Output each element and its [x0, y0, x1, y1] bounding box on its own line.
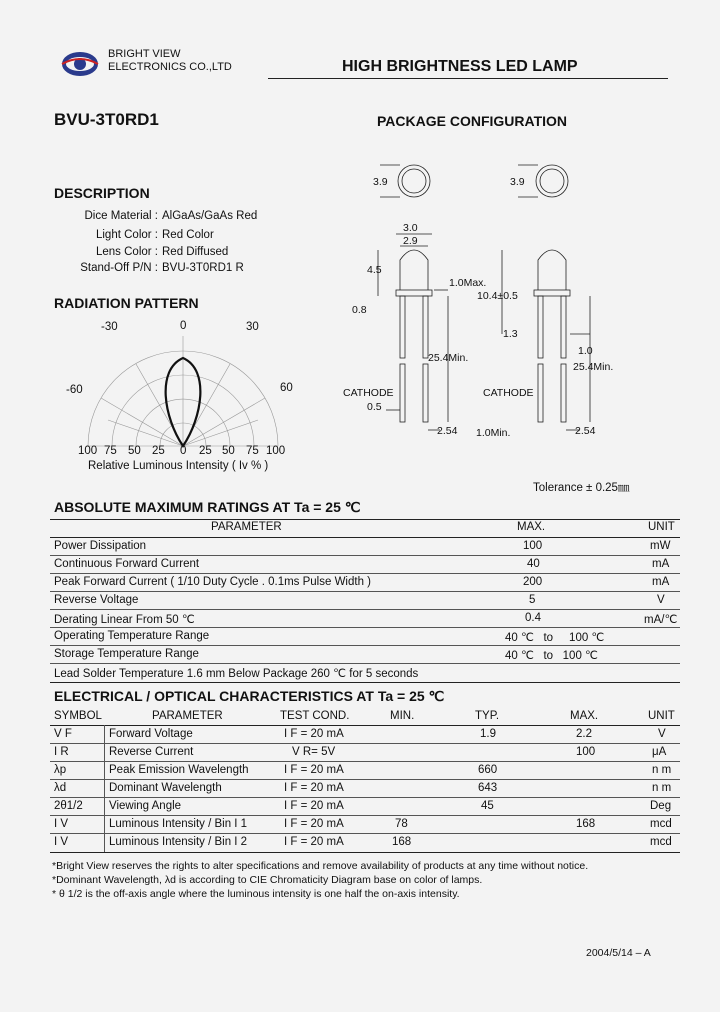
desc-label: Stand-Off P/N : [80, 262, 158, 274]
table-cell: Storage Temperature Range [54, 648, 199, 660]
pkg-left-lead-length: 25.4Min. [428, 352, 469, 364]
angle-label: 30 [246, 321, 259, 333]
table-cell: Luminous Intensity / Bin I 2 [109, 836, 248, 848]
table-cell: n m [652, 782, 672, 794]
table-rule [50, 743, 680, 744]
col-header: MAX. [517, 521, 546, 533]
table-cell: 2.2 [576, 728, 592, 740]
abs-max-title: ABSOLUTE MAXIMUM RATINGS AT Ta = 25 ℃ [54, 499, 361, 515]
pkg-right-total-height: 10.4±0.5 [477, 290, 518, 302]
table-cell: V [658, 728, 666, 740]
table-cell: mA [652, 558, 670, 570]
table-rule [50, 537, 680, 538]
table-cell: I F = 20 mA [284, 818, 344, 830]
pkg-right-diameter: 3.9 [510, 176, 525, 188]
table-rule [50, 797, 680, 798]
tolerance-note: Tolerance ± 0.25㎜ [533, 482, 630, 494]
table-rule [50, 627, 680, 628]
table-cell: I F = 20 mA [284, 764, 344, 776]
table-rule [50, 609, 680, 610]
scale-label: 75 [246, 445, 259, 457]
angle-label: 60 [280, 382, 293, 394]
table-cell: Continuous Forward Current [54, 558, 200, 570]
col-header: PARAMETER [211, 521, 282, 533]
col-header: MAX. [570, 710, 599, 722]
table-cell: I V [54, 836, 69, 848]
revision-date: 2004/5/14 – A [586, 947, 651, 959]
table-cell: 78 [395, 818, 408, 830]
table-cell: 45 [481, 800, 494, 812]
table-cell: mA/℃ [644, 614, 678, 626]
table-cell: Dominant Wavelength [109, 782, 222, 794]
table-rule [50, 725, 680, 726]
table-cell: mA [652, 576, 670, 588]
pkg-left-standoff: 0.8 [352, 304, 367, 316]
table-cell: V R= 5V [292, 746, 336, 758]
desc-value: Red Diffused [162, 246, 229, 258]
col-header: TEST COND. [280, 710, 350, 722]
table-cell: mcd [650, 836, 672, 848]
desc-label: Lens Color : [95, 246, 158, 258]
table-rule [50, 852, 680, 853]
desc-value: Red Color [162, 229, 214, 241]
desc-label: Light Color : [95, 229, 158, 241]
scale-label: 25 [199, 445, 212, 457]
table-rule [50, 779, 680, 780]
doc-title: HIGH BRIGHTNESS LED LAMP [342, 58, 578, 75]
table-cell: Reverse Current [109, 746, 194, 758]
table-cell: Power Dissipation [54, 540, 147, 552]
company-name [108, 48, 232, 74]
eo-title: ELECTRICAL / OPTICAL CHARACTERISTICS AT Ta = 25 ℃ [54, 688, 445, 704]
table-cell: 100 [523, 540, 543, 552]
table-cell: 1.9 [480, 728, 496, 740]
pkg-right-cathode: CATHODE [483, 387, 534, 399]
pkg-right-lead-length: 25.4Min. [573, 361, 614, 373]
pkg-left-cathode: CATHODE [343, 387, 394, 399]
angle-label: -60 [66, 384, 83, 396]
scale-label: 75 [104, 445, 117, 457]
table-cell: μA [652, 746, 667, 758]
footnote: * θ 1/2 is the off-axis angle where the luminous intensity is one half the on-axis intensity. [52, 888, 460, 900]
pkg-left-height: 4.5 [367, 264, 382, 276]
scale-label: 25 [152, 445, 165, 457]
table-cell: 100 [576, 746, 596, 758]
table-cell: I V [54, 818, 69, 830]
table-cell: Lead Solder Temperature 1.6 mm Below Package 260 ℃ for 5 seconds [54, 668, 419, 680]
table-cell: Peak Emission Wavelength [109, 764, 249, 776]
table-cell: Forward Voltage [109, 728, 193, 740]
pkg-left-lead-width: 0.5 [367, 401, 382, 413]
company-line-1: BRIGHT VIEW [108, 48, 181, 60]
table-cell: λp [54, 764, 67, 776]
table-cell: Viewing Angle [109, 800, 182, 812]
pkg-left-pitch: 2.54 [437, 425, 458, 437]
pkg-right-pitch: 2.54 [575, 425, 596, 437]
table-cell: Peak Forward Current ( 1/10 Duty Cycle . 0.1ms Pulse Width ) [54, 576, 371, 588]
table-rule [50, 555, 680, 556]
table-cell: 168 [392, 836, 412, 848]
package-title: PACKAGE CONFIGURATION [377, 113, 568, 129]
table-cell: I R [54, 746, 69, 758]
col-header: MIN. [390, 710, 415, 722]
angle-label: 0 [180, 320, 187, 332]
scale-label: 50 [128, 445, 141, 457]
table-cell: 643 [478, 782, 498, 794]
table-cell: 5 [529, 594, 536, 606]
table-cell: I F = 20 mA [284, 800, 344, 812]
table-cell: I F = 20 mA [284, 728, 344, 740]
pkg-left-width-2: 2.9 [403, 235, 418, 247]
col-header: TYP. [475, 710, 500, 722]
table-cell: λd [54, 782, 67, 794]
pkg-right-min-gap: 1.0Min. [476, 427, 511, 439]
pkg-left-diameter: 3.9 [373, 176, 388, 188]
scale-label: 100 [78, 445, 98, 457]
company-line-2: ELECTRONICS CO.,LTD [108, 61, 232, 73]
table-cell: n m [652, 764, 672, 776]
scale-label: 0 [180, 445, 187, 457]
table-cell: Deg [650, 800, 672, 812]
company-logo-icon [60, 50, 100, 78]
col-header: PARAMETER [152, 710, 223, 722]
table-cell: 168 [576, 818, 596, 830]
table-cell: 200 [523, 576, 543, 588]
table-cell: 40 ℃ to 100 ℃ [505, 650, 598, 662]
pkg-right-h3: 1.3 [503, 328, 518, 340]
radiation-axis-caption: Relative Luminous Intensity ( Iv % ) [88, 460, 269, 472]
pkg-left-width-1: 3.0 [403, 222, 418, 234]
table-cell: 2θ1/2 [54, 800, 83, 812]
angle-label: -30 [101, 321, 118, 333]
col-header: SYMBOL [54, 710, 102, 722]
table-cell: Operating Temperature Range [54, 630, 210, 642]
radiation-title: RADIATION PATTERN [54, 295, 199, 311]
table-rule [50, 761, 680, 762]
table-cell: mcd [650, 818, 672, 830]
table-cell: I F = 20 mA [284, 782, 344, 794]
radiation-polar-chart [86, 330, 280, 450]
scale-label: 50 [222, 445, 235, 457]
col-header: UNIT [648, 710, 675, 722]
footnote: *Bright View reserves the rights to alter specifications and remove availability of products at any time without notice. [52, 860, 589, 872]
desc-value: AlGaAs/GaAs Red [162, 210, 258, 222]
table-rule [50, 591, 680, 592]
table-cell: 40 ℃ to 100 ℃ [505, 632, 605, 644]
table-cell: V F [54, 728, 72, 740]
table-cell: mW [650, 540, 671, 552]
table-cell: 0.4 [525, 612, 541, 624]
table-cell: Reverse Voltage [54, 594, 139, 606]
pkg-right-h4: 1.0 [578, 345, 593, 357]
table-cell: Derating Linear From 50 ℃ [54, 614, 195, 626]
title-underline [268, 78, 668, 79]
table-cell: I F = 20 mA [284, 836, 344, 848]
table-rule [50, 645, 680, 646]
scale-label: 100 [266, 445, 286, 457]
desc-label: Dice Material : [84, 210, 158, 222]
table-rule [50, 573, 680, 574]
table-cell: 660 [478, 764, 498, 776]
table-cell: V [657, 594, 665, 606]
col-header: UNIT [648, 521, 675, 533]
description-title: DESCRIPTION [54, 185, 150, 201]
footnote: *Dominant Wavelength, λd is according to CIE Chromaticity Diagram base on color of lamps. [52, 874, 483, 886]
pkg-left-flange: 1.0Max. [449, 277, 487, 289]
table-cell: 40 [527, 558, 540, 570]
table-rule [50, 682, 680, 683]
table-rule [50, 519, 680, 520]
table-rule [50, 663, 680, 664]
table-rule [50, 815, 680, 816]
desc-value: BVU-3T0RD1 R [162, 262, 244, 274]
table-cell: Luminous Intensity / Bin I 1 [109, 818, 248, 830]
part-number: BVU-3T0RD1 [54, 110, 159, 129]
table-rule [50, 833, 680, 834]
